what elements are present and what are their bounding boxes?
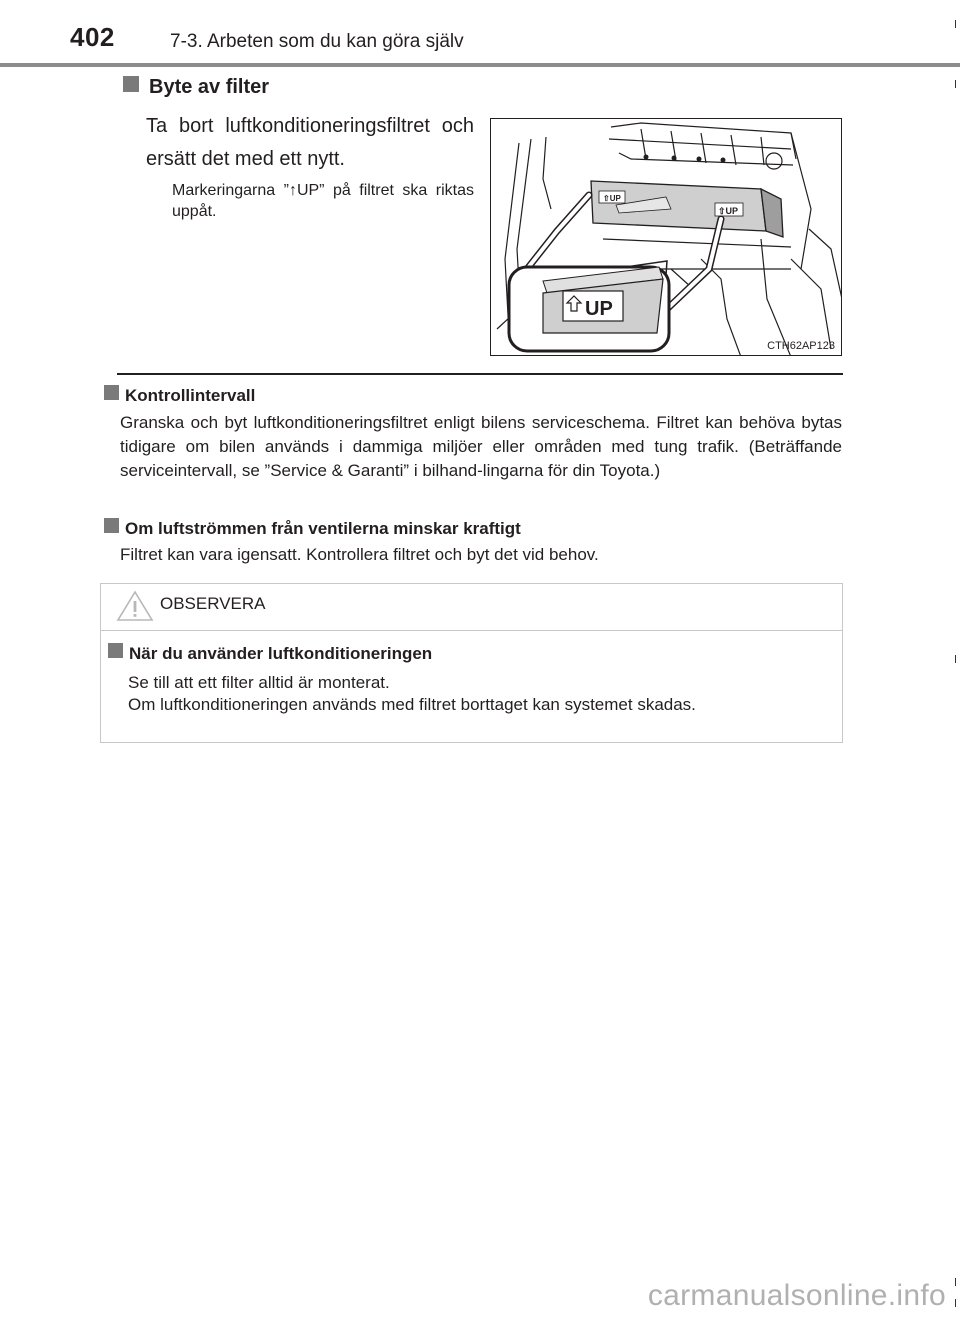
notice-line-1: Se till att ett filter alltid är monterat. [128,673,390,692]
page-number: 402 [70,22,115,52]
svg-text:⇧UP: ⇧UP [718,206,739,216]
heading-square-icon [104,518,119,533]
luftstrom-text: Filtret kan vara igensatt. Kontrollera filtret och byt det vid behov. [120,545,599,564]
crop-mark [955,80,956,88]
byte-note: Markeringarna ”↑UP” på filtret ska riktas uppåt. [172,182,474,220]
notice-sub-heading [108,643,432,664]
section-divider [117,373,843,375]
watermark: carmanualsonline.info [647,1279,946,1312]
notice-box [100,583,843,743]
notice-text [128,672,696,716]
byte-heading [123,76,269,99]
heading-square-icon [108,643,123,658]
crop-mark [955,1299,956,1307]
heading-square-icon [104,385,119,400]
figure-code: CTH62AP123 [767,340,835,352]
notice-title: OBSERVERA [160,594,266,613]
section-title: 7-3. Arbeten som du kan göra själv [170,31,464,52]
notice-sub-heading-text: När du använder luftkonditioneringen [129,644,433,663]
filter-up-label: UP [585,298,613,320]
crop-mark [955,655,956,663]
filter-illustration [490,118,842,356]
byte-heading-text: Byte av filter [149,76,270,98]
byte-instruction: Ta bort luftkonditioneringsfiltret och ersätt det med ett nytt. [146,115,474,170]
kontroll-heading-text: Kontrollintervall [125,386,256,405]
header-rule [0,63,960,67]
heading-square-icon [123,76,139,92]
filter-illustration-drawing [491,119,842,356]
luftstrom-heading [104,518,521,539]
kontroll-text: Granska och byt luftkonditioneringsfiltret enligt bilens serviceschema. Filtret kan behöva bytas tidigare om bilen används i dammiga miljöer eller områden med tung trafik. (Beträffande serviceintervall, se ”Service & Garanti” i bilhand-lingarna för din Toyota.) [120,413,842,480]
luftstrom-heading-text: Om luftströmmen från ventilerna minskar kraftigt [125,519,521,538]
notice-line-2: Om luftkonditioneringen används med filtret borttaget kan systemet skadas. [128,695,696,714]
svg-text:⇧UP: ⇧UP [603,194,621,203]
kontroll-heading [104,385,255,406]
crop-mark [955,20,956,28]
notice-header [101,584,842,631]
warning-triangle-icon [115,589,155,623]
crop-mark [955,1278,956,1286]
